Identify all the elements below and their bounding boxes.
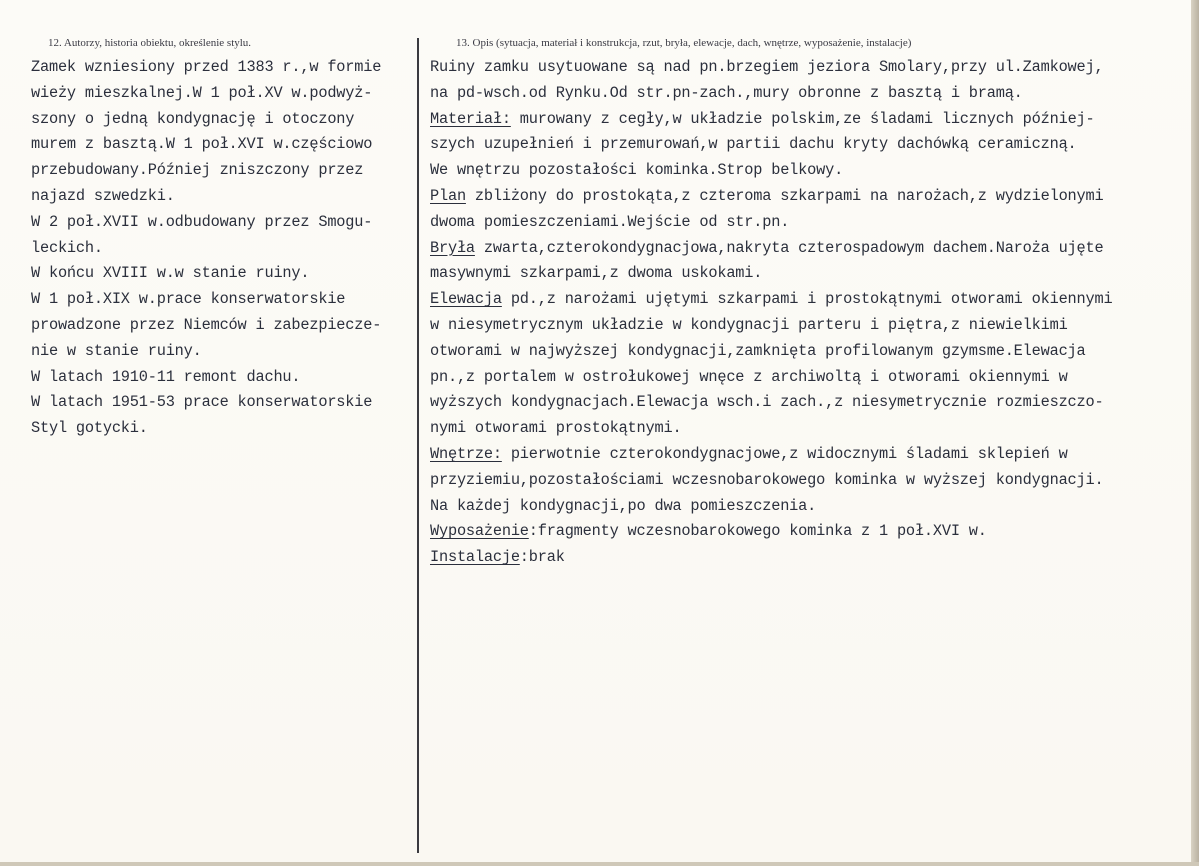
history-line: W latach 1910-11 remont dachu.	[31, 367, 301, 386]
description-line	[430, 261, 1192, 287]
section-label: Instalacje	[430, 548, 520, 567]
section-label: Wnętrze:	[430, 444, 502, 463]
description-line	[430, 339, 1192, 365]
history-line: wieży mieszkalnej.W 1 poł.XV w.podwyż-	[31, 83, 373, 102]
right-column-heading: 13. Opis (sytuacja, materiał i konstrukcja, rzut, bryła, elewacje, dach, wnętrze, wyposażenie, instalacje)	[456, 37, 912, 49]
description-text-column	[430, 55, 1192, 571]
section-label: Plan	[430, 186, 466, 205]
description-text: pd.,z narożami ujętymi szkarpami i prostokątnymi otworami okiennymi	[501, 290, 1113, 309]
description-text: :brak	[519, 548, 565, 567]
description-line	[430, 468, 1192, 494]
history-line: przebudowany.Później zniszczony przez	[31, 161, 364, 180]
description-text: szych uzupełnień i przemurowań,w partii dachu kryty dachówką ceramiczną.	[430, 135, 1077, 154]
column-divider	[417, 38, 419, 853]
description-text: :fragmenty wczesnobarokowego kominka z 1 poł.XVI w.	[528, 522, 987, 541]
section-label: Wyposażenie	[430, 522, 529, 541]
description-line	[430, 494, 1192, 520]
description-text: zwarta,czterokondygnacjowa,nakryta czterospadowym dachem.Naroża ujęte	[474, 238, 1104, 257]
history-line: nie w stanie ruiny.	[31, 341, 202, 360]
history-line: Styl gotycki.	[31, 419, 148, 438]
left-column-heading: 12. Autorzy, historia obiektu, określenie stylu.	[48, 37, 252, 49]
description-line	[430, 210, 1192, 236]
description-text: pierwotnie czterokondygnacjowe,z widocznymi śladami sklepień w	[501, 444, 1068, 463]
description-line	[430, 416, 1192, 442]
history-line: szony o jedną kondygnację i otoczony	[31, 109, 355, 128]
description-line	[430, 107, 1192, 133]
description-text: przyziemiu,pozostałościami wczesnobarokowego kominka w wyższej kondygnacji.	[430, 470, 1104, 489]
history-line: leckich.	[31, 238, 103, 257]
description-line	[430, 545, 1192, 571]
description-text: zbliżony do prostokąta,z czteroma szkarpami na narożach,z wydzielonymi	[465, 186, 1104, 205]
section-label: Materiał:	[430, 109, 511, 128]
description-line	[430, 55, 1192, 81]
card-edge-right	[1191, 0, 1199, 866]
description-text: nymi otworami prostokątnymi.	[430, 419, 682, 438]
history-line: W latach 1951-53 prace konserwatorskie	[31, 393, 373, 412]
description-text: masywnymi szkarpami,z dwoma uskokami.	[430, 264, 763, 283]
description-text: otworami w najwyższej kondygnacji,zamknięta profilowanym gzymsme.Elewacja	[430, 341, 1086, 360]
history-line: najazd szwedzki.	[31, 186, 175, 205]
history-line: Zamek wzniesiony przed 1383 r.,w formie	[31, 58, 382, 76]
description-text: w niesymetrycznym układzie w kondygnacji parteru i piętra,z niewielkimi	[430, 315, 1068, 334]
description-text: dwoma pomieszczeniami.Wejście od str.pn.	[430, 212, 790, 231]
description-text: wyższych kondygnacjach.Elewacja wsch.i zach.,z niesymetrycznie rozmieszczo-	[430, 393, 1104, 412]
description-line	[430, 442, 1192, 468]
description-text: We wnętrzu pozostałości kominka.Strop belkowy.	[430, 161, 844, 180]
description-line	[430, 236, 1192, 262]
history-line: W 1 poł.XIX w.prace konserwatorskie	[31, 290, 346, 309]
description-line	[430, 184, 1192, 210]
description-text: pn.,z portalem w ostrołukowej wnęce z archiwoltą i otworami okiennymi w	[430, 367, 1068, 386]
history-line: W końcu XVIII w.w stanie ruiny.	[31, 264, 310, 283]
description-line	[430, 365, 1192, 391]
description-line	[430, 519, 1192, 545]
description-text: Ruiny zamku usytuowane są nad pn.brzegiem jeziora Smolary,przy ul.Zamkowej,	[430, 58, 1104, 76]
description-line	[430, 81, 1192, 107]
history-line: murem z basztą.W 1 poł.XVI w.częściowo	[31, 135, 373, 154]
description-line	[430, 287, 1192, 313]
description-line	[430, 390, 1192, 416]
description-text: na pd-wsch.od Rynku.Od str.pn-zach.,mury obronne z basztą i bramą.	[430, 83, 1023, 102]
description-line	[430, 313, 1192, 339]
history-line: W 2 poł.XVII w.odbudowany przez Smogu-	[31, 212, 373, 231]
history-text-column	[31, 55, 413, 442]
card-edge-bottom	[0, 862, 1199, 866]
description-text: murowany z cegły,w układzie polskim,ze śladami licznych później-	[510, 109, 1095, 128]
description-line	[430, 158, 1192, 184]
history-line: prowadzone przez Niemców i zabezpiecze-	[31, 315, 382, 334]
section-label: Bryła	[430, 238, 475, 257]
description-text: Na każdej kondygnacji,po dwa pomieszczenia.	[430, 496, 817, 515]
section-label: Elewacja	[430, 290, 502, 309]
description-line	[430, 132, 1192, 158]
